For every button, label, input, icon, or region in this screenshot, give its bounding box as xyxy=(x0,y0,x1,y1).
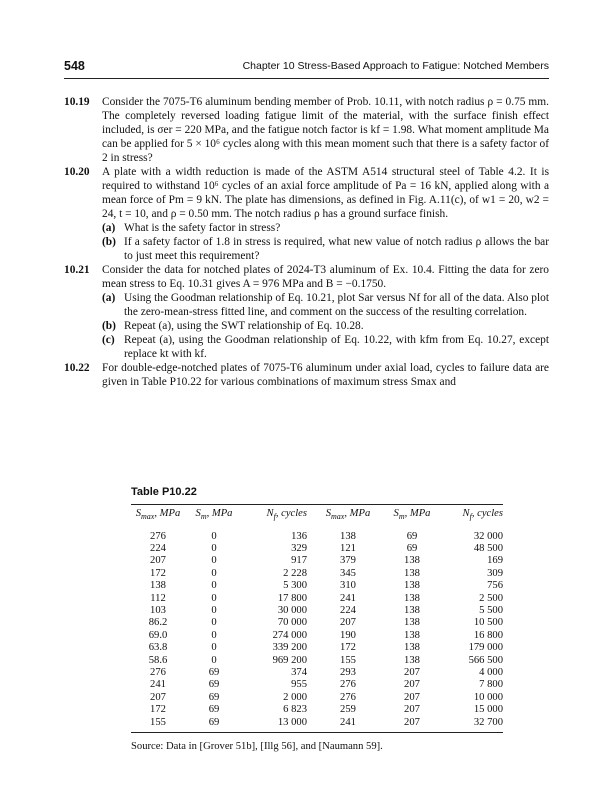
table-cell: 103 xyxy=(150,604,166,616)
table-cell: 63.8 xyxy=(148,642,168,654)
table-cell: 207 xyxy=(404,704,420,716)
table-cell: 274 000 xyxy=(272,629,307,641)
table-cell: 32 000 xyxy=(473,530,503,542)
table-cell: 69.0 xyxy=(148,629,168,641)
column-header: $S_{max}$, MPa xyxy=(135,508,181,522)
table-cell: 172 xyxy=(150,567,166,579)
table-cell: 309 xyxy=(487,567,503,579)
part-text: Repeat (a), using the SWT relationship of Eq. 10.28. xyxy=(124,320,364,332)
table-row xyxy=(131,580,503,592)
table-cell: 138 xyxy=(404,592,420,604)
table-cell: 138 xyxy=(404,629,420,641)
table-cell: 917 xyxy=(291,555,307,567)
table-cell: 69 xyxy=(208,679,220,691)
table-cell: 138 xyxy=(340,530,356,542)
table-cell: 955 xyxy=(291,679,307,691)
part-letter: (b) xyxy=(102,236,116,248)
table-cell: 16 800 xyxy=(473,629,503,641)
table-cell: 241 xyxy=(150,679,166,691)
column-header: $S_m$, MPa xyxy=(393,508,431,522)
part-text: Using the Goodman relationship of Eq. 10.21, plot Sar versus Nf for all of the data. Also plot the zero-mean-stress fitted line, and comment on the success of the resulting correlation. xyxy=(124,292,549,318)
table-cell: 259 xyxy=(340,704,356,716)
part-text: Repeat (a), using the Goodman relationship of Eq. 10.22, with kfm from Eq. 10.27, except replace kt with kf. xyxy=(124,334,549,360)
table-cell: 276 xyxy=(340,679,356,691)
table-cell: 241 xyxy=(340,592,356,604)
table-cell: 32 700 xyxy=(473,716,503,728)
part-text: If a safety factor of 1.8 in stress is required, what new value of notch radius ρ allows the bar to just meet this requirement? xyxy=(124,236,549,262)
table-cell: 10 500 xyxy=(473,617,503,629)
problem xyxy=(64,361,549,389)
table-cell: 155 xyxy=(150,716,166,728)
table-cell: 4 000 xyxy=(479,666,503,678)
part-letter: (b) xyxy=(102,320,116,332)
problem-number: 10.21 xyxy=(64,264,90,276)
part-letter: (a) xyxy=(102,222,116,234)
table-cell: 190 xyxy=(340,629,356,641)
table-cell: 0 xyxy=(211,654,217,666)
table-cell: 293 xyxy=(340,666,356,678)
problem xyxy=(64,95,549,165)
table-row xyxy=(131,527,503,543)
problem-part xyxy=(102,235,549,263)
table-cell: 756 xyxy=(487,580,503,592)
table-cell: 69 xyxy=(208,704,220,716)
table-cell: 0 xyxy=(211,592,217,604)
column-header: $N_f$, cycles xyxy=(266,508,307,522)
table-row xyxy=(131,679,503,691)
table-row xyxy=(131,642,503,654)
table-cell: 0 xyxy=(211,567,217,579)
table-cell: 276 xyxy=(150,666,166,678)
problem-part xyxy=(102,319,549,333)
table-cell: 138 xyxy=(404,617,420,629)
table-cell: 969 200 xyxy=(272,654,307,666)
table-cell: 241 xyxy=(340,716,356,728)
table-cell: 58.6 xyxy=(148,654,168,666)
table-row xyxy=(131,655,503,667)
table-cell: 2 500 xyxy=(479,592,503,604)
table-cell: 138 xyxy=(404,555,420,567)
table-cell: 138 xyxy=(404,580,420,592)
table-cell: 7 800 xyxy=(479,679,503,691)
table-cell: 30 000 xyxy=(277,604,307,616)
table-cell: 169 xyxy=(487,555,503,567)
table-cell: 0 xyxy=(211,629,217,641)
table-row xyxy=(131,667,503,679)
table-p10-22 xyxy=(131,486,503,752)
part-letter: (a) xyxy=(102,292,116,304)
table-cell: 15 000 xyxy=(473,704,503,716)
table-cell: 112 xyxy=(150,592,166,604)
table-cell: 138 xyxy=(150,580,166,592)
data-table xyxy=(131,505,503,732)
problem-text: A plate with a width reduction is made of the ASTM A514 structural steel of Table 4.2. It is required to withstand 10⁶ cycles of an axial force amplitude of Pa = 16 kN, applied along with a mean force of Pm = 9 kN. The plate has dimensions, as defined in Fig. A.11(c), of w1 = 20, w2 = 24, t = 10, and ρ = 0.50 mm. The notch radius ρ has a ground surface finish. xyxy=(102,166,549,220)
problem-part xyxy=(102,291,549,319)
table-cell: 2 228 xyxy=(283,567,307,579)
table-cell: 0 xyxy=(211,555,217,567)
problem xyxy=(64,165,549,221)
table-cell: 172 xyxy=(340,642,356,654)
table-row xyxy=(131,555,503,567)
table-cell: 276 xyxy=(150,530,166,542)
table-cell: 374 xyxy=(291,666,307,678)
problem-part xyxy=(102,221,549,235)
table-cell: 207 xyxy=(404,716,420,728)
table-row xyxy=(131,630,503,642)
column-header: $S_{max}$, MPa xyxy=(325,508,371,522)
table-cell: 69 xyxy=(208,691,220,703)
problem-number: 10.22 xyxy=(64,362,90,374)
problem-number: 10.19 xyxy=(64,96,90,108)
table-cell: 5 500 xyxy=(479,604,503,616)
table-cell: 224 xyxy=(340,604,356,616)
table-cell: 207 xyxy=(150,691,166,703)
table-cell: 2 000 xyxy=(283,691,307,703)
table-cell: 0 xyxy=(211,617,217,629)
problem-list xyxy=(64,95,549,389)
table-cell: 207 xyxy=(404,679,420,691)
problem xyxy=(64,263,549,291)
part-letter: (c) xyxy=(102,334,115,346)
table-cell: 329 xyxy=(291,542,307,554)
table-cell: 69 xyxy=(406,542,418,554)
table-cell: 339 200 xyxy=(272,642,307,654)
table-cell: 0 xyxy=(211,542,217,554)
table-cell: 207 xyxy=(150,555,166,567)
header-rule xyxy=(64,78,549,79)
table-cell: 138 xyxy=(404,654,420,666)
table-cell: 121 xyxy=(340,542,356,554)
problem-text: Consider the 7075-T6 aluminum bending member of Prob. 10.11, with notch radius ρ = 0.75 mm. The completely reversed loading fatigue limit of the material, with the surface finish effect included, is σer = 220 MPa, and the fatigue notch factor is kf = 1.98. What moment amplitude Ma can be applied for 5 × 10⁶ cycles along with this mean moment such that there is a safety factor of 2 in stress? xyxy=(102,96,549,164)
table-cell: 13 000 xyxy=(277,716,307,728)
table-bottom-rule xyxy=(131,732,503,733)
running-head: Chapter 10 Stress-Based Approach to Fatigue: Notched Members xyxy=(242,60,549,72)
table-cell: 86.2 xyxy=(148,617,168,629)
table-row xyxy=(131,704,503,716)
problem-text: For double-edge-notched plates of 7075-T6 aluminum under axial load, cycles to failure data are given in Table P10.22 for various combinations of maximum stress Smax and xyxy=(102,362,549,388)
table-row xyxy=(131,593,503,605)
table-cell: 207 xyxy=(404,691,420,703)
column-header: $S_m$, MPa xyxy=(195,508,233,522)
table-row xyxy=(131,617,503,629)
table-cell: 10 000 xyxy=(473,691,503,703)
table-cell: 345 xyxy=(340,567,356,579)
problem-text: Consider the data for notched plates of 2024-T3 aluminum of Ex. 10.4. Fitting the data for zero mean stress to Eq. 10.31 gives A = 976 MPa and B = −0.1750. xyxy=(102,264,549,290)
table-cell: 48 500 xyxy=(473,542,503,554)
table-title: Table P10.22 xyxy=(131,486,197,498)
table-cell: 566 500 xyxy=(468,654,503,666)
table-cell: 310 xyxy=(340,580,356,592)
table-row xyxy=(131,605,503,617)
table-cell: 6 823 xyxy=(283,704,307,716)
table-cell: 69 xyxy=(208,716,220,728)
table-row xyxy=(131,568,503,580)
table-cell: 179 000 xyxy=(468,642,503,654)
table-cell: 0 xyxy=(211,604,217,616)
table-cell: 207 xyxy=(404,666,420,678)
table-cell: 0 xyxy=(211,580,217,592)
column-header: $N_f$, cycles xyxy=(462,508,503,522)
table-cell: 70 000 xyxy=(277,617,307,629)
table-cell: 69 xyxy=(208,666,220,678)
table-cell: 5 300 xyxy=(283,580,307,592)
table-cell: 155 xyxy=(340,654,356,666)
table-cell: 69 xyxy=(406,530,418,542)
table-cell: 0 xyxy=(211,642,217,654)
table-cell: 136 xyxy=(291,530,307,542)
table-row xyxy=(131,692,503,704)
table-cell: 276 xyxy=(340,691,356,703)
problem-part xyxy=(102,333,549,361)
table-source: Source: Data in [Grover 51b], [Illg 56], and [Naumann 59]. xyxy=(131,741,383,753)
table-row xyxy=(131,717,503,732)
problem-number: 10.20 xyxy=(64,166,90,178)
part-text: What is the safety factor in stress? xyxy=(124,222,281,234)
table-cell: 17 800 xyxy=(277,592,307,604)
table-cell: 0 xyxy=(211,530,217,542)
table-cell: 224 xyxy=(150,542,166,554)
table-cell: 138 xyxy=(404,642,420,654)
table-row xyxy=(131,543,503,555)
table-cell: 138 xyxy=(404,604,420,616)
page-header xyxy=(64,59,549,77)
table-cell: 379 xyxy=(340,555,356,567)
table-cell: 207 xyxy=(340,617,356,629)
page-number: 548 xyxy=(64,59,85,73)
table-cell: 172 xyxy=(150,704,166,716)
table-cell: 138 xyxy=(404,567,420,579)
table-header-row xyxy=(131,505,503,527)
